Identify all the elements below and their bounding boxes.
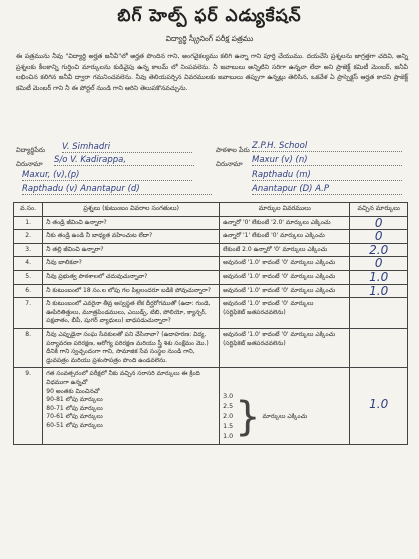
student-name-label: విద్యార్థిపేరు xyxy=(16,146,45,154)
row-number: 1. xyxy=(14,216,43,230)
row-marks-field[interactable]: 1.0 xyxy=(350,270,408,284)
row-question: నీ తండ్రి జీవించి ఉన్నారా? xyxy=(43,216,220,230)
brace-icon: } xyxy=(235,394,261,441)
row-marks-field[interactable] xyxy=(350,298,408,329)
row-question: నీ కుటుంబంలో ఎవరైనా తీవ్ర అస్వస్థత లేక దీర్ఘరోగముతో (ఉదా: గుండె, ఊపిరితిత్తులు, మూత్రపిండములు, ఎయిడ్స్, టిబి, పోలియో, క్యాన్సర్, పక్షవాతం, బీపీ, షుగర్ వ్యాధులు) బాధపడుచున్నారా? xyxy=(43,298,220,329)
criteria-note: (సర్టిఫికెట్ జతపరచవలెను) xyxy=(223,308,286,316)
row-marks-field[interactable]: 0 xyxy=(350,230,408,244)
address-field-4[interactable]: Rapthadu (v) Anantapur (d) xyxy=(22,184,212,195)
row-question: నీవు బాలికవా? xyxy=(43,257,220,271)
grade-item: 90 అంతకు మించినచో xyxy=(46,387,100,395)
criteria-line: అవునంటే '1.0' కాదంటే '0' మార్కులు xyxy=(223,300,314,308)
address-label: చిరునామా xyxy=(216,160,243,168)
row-question: నీవు ఎప్పుడైనా సంఘ సేవకులతో పని చేసినావా? (ఉదాహరణ: విద్య, పర్యావరణ పరిరక్షణ, ఆరోగ్య పరిరక్షణ మరియు స్త్రీ శిశు సంక్షేమం మొ.) దీనికి గాని స్వచ్ఛందంగా గాని, సామాజిక సేవ సంస్థల నుండి గాని, ధ్రువపత్రం మరియు ప్రశంసాపత్రం పొంది ఉండవలెను. xyxy=(43,328,220,367)
row-criteria: ఉన్నారో '1' లేకుంటే '0' మార్కులు ఎక్కించు xyxy=(220,230,350,244)
row-criteria xyxy=(220,328,350,367)
table-row xyxy=(14,368,408,445)
row-criteria: లేకుంటే 2.0 ఉన్నారో '0' మార్కులు ఎక్కించు xyxy=(220,243,350,257)
scale-note: మార్కులు ఎక్కించు xyxy=(262,413,308,421)
scale-value: 3.0 xyxy=(223,393,234,401)
document-subtitle: విద్యార్థి స్క్రీనింగ్ పరీక్ష పత్రము xyxy=(165,34,254,43)
row-criteria: అవునంటే '1.0' కాదంటే '0' మార్కులు ఎక్కించు xyxy=(220,257,350,271)
row-question: నీ కుటుంబంలో 18 సం.ల లోపు గల పిల్లలందరూ బడికి పోవుచున్నారా? xyxy=(43,284,220,298)
row-criteria: ఉన్నారో '0' లేకుంటే '2.0' మార్కులు ఎక్కించు xyxy=(220,216,350,230)
row-number: 7. xyxy=(14,298,43,329)
instructions-paragraph: ఈ పత్రమును నీవు "విద్యార్థి అర్హత జనీవీ"లో అర్హత పొందిన గాని, అంగవైకల్యము కలిగి ఉన్నా గాని పూర్తి చేయుము. దయచేసి ప్రశ్నలను జాగ్రత్తగా చదివి, అన్ని ప్రశ్నలకు కీలకాన్ని గుర్తించి మార్కులను కుడివైపు ఉన్న కాలమ్ లో నింపవలెను. నీ జవాబులు అన్నిటిని సరిగా ఉన్నవా లేదా అని ప్రాజెక్ట్ కమిటీ మెంబర్, జనీవీ లభించిన కలిగిన జనీవీ ద్వారా గమనించవలెను. నీవు తెలియపర్చిన వివరములకు జవాబులు తప్పుగా ఉన్నట్లు తెలిసిన, ఒకవేళ ఏ ప్రాస్పెక్టస్ ఆర్హత కాదని ప్రాజెక్ట్ కమిటీ మెంబర్ గాని నీ ఈ పోర్టల్ నుండి గాని ఆరిని తెలుపకొనవచ్చును. xyxy=(16,53,408,92)
row-criteria xyxy=(220,368,350,445)
father-label: చిరునామా xyxy=(16,160,43,168)
row-marks-field[interactable]: 0 xyxy=(350,216,408,230)
grade-item: 70-61 లోపు మార్కులు xyxy=(46,413,103,421)
table-row xyxy=(14,216,408,230)
row-criteria: అవునంటే '1.0' కాదంటే '0' మార్కులు ఎక్కించు xyxy=(220,270,350,284)
grade-item: 90-81 లోపు మార్కులు xyxy=(46,396,103,404)
table-row xyxy=(14,257,408,271)
row-number: 2. xyxy=(14,230,43,244)
school-name-label: పాఠశాల పేరు xyxy=(216,146,250,154)
row-number: 4. xyxy=(14,257,43,271)
table-row xyxy=(14,284,408,298)
school-name-field[interactable]: Z.P.H. School xyxy=(252,141,402,152)
grade-item: 60-51 లోపు మార్కులు xyxy=(46,421,103,429)
table-row xyxy=(14,328,408,367)
student-name-field[interactable]: V. Simhadri xyxy=(62,142,192,153)
scale-value: 1.5 xyxy=(223,423,234,431)
row-criteria: అవునంటే '1.0' కాదంటే '0' మార్కులు ఎక్కించు xyxy=(220,284,350,298)
row-number: 5. xyxy=(14,270,43,284)
row-marks-field[interactable]: 2.0 xyxy=(350,243,408,257)
address-field-2[interactable]: Maxur, (v),(p) xyxy=(22,170,192,181)
table-row xyxy=(14,298,408,329)
row-marks-field[interactable] xyxy=(350,328,408,367)
row-criteria xyxy=(220,298,350,329)
row-number: 8. xyxy=(14,328,43,367)
father-name-field[interactable]: S/o V. Kadirappa, xyxy=(54,155,194,166)
question-text: గత సంవత్సరంలో పరీక్షలో నీకు వచ్చిన సరాసరి మార్కులు ఈ క్రింది విధముగా ఉన్నచో xyxy=(46,370,200,386)
row-number: 6. xyxy=(14,284,43,298)
scale-values xyxy=(223,392,233,442)
criteria-note: (సర్టిఫికెట్ జతపరచవలెను) xyxy=(223,339,286,347)
address-field-3[interactable]: Rapthadu (m) xyxy=(252,170,402,181)
scale-value: 1.0 xyxy=(223,433,234,441)
scale-value: 2.0 xyxy=(223,413,234,421)
row-question: నీ తల్లి జీవించి ఉన్నారా? xyxy=(43,243,220,257)
header-serial: వ.సం. xyxy=(14,203,43,217)
address-field-1[interactable]: Maxur (v) (n) xyxy=(252,155,402,166)
grade-item: 80-71 లోపు మార్కులు xyxy=(46,404,103,412)
table-row xyxy=(14,230,408,244)
row-number: 3. xyxy=(14,243,43,257)
header-marks: వచ్చిన మార్కులు xyxy=(350,203,408,217)
table-row xyxy=(14,243,408,257)
screening-table xyxy=(13,202,408,445)
criteria-line: అవునంటే '1.0' కాదంటే '0' మార్కులు ఎక్కించు xyxy=(223,330,336,338)
marks-scale xyxy=(223,392,346,442)
header-question: ప్రశ్నలు (కుటుంబం వివరాల సంగతులు) xyxy=(43,203,220,217)
address-field-5[interactable]: Anantapur (D) A.P xyxy=(252,184,402,195)
row-marks-field[interactable]: 0 xyxy=(350,257,408,271)
row-question: నీవు ప్రభుత్వ పాఠశాలలో చదువుచున్నావా? xyxy=(43,270,220,284)
row-marks-field[interactable]: 1.0 xyxy=(350,284,408,298)
row-question: నీకు తండ్రి ఉండి నీ బాధ్యత వహించుట లేదా? xyxy=(43,230,220,244)
row-marks-field[interactable] xyxy=(350,368,408,445)
row-number: 9. xyxy=(14,368,43,445)
scale-value: 2.5 xyxy=(223,403,234,411)
marks-value: 1.0 xyxy=(369,397,389,412)
table-header-row xyxy=(14,203,408,217)
row-question xyxy=(43,368,220,445)
document-title: బిగ్ హెల్ప్ ఫర్ ఎడ్యుకేషన్ xyxy=(117,6,302,26)
table-row xyxy=(14,270,408,284)
header-criteria: మార్కుల వివరములు xyxy=(220,203,350,217)
